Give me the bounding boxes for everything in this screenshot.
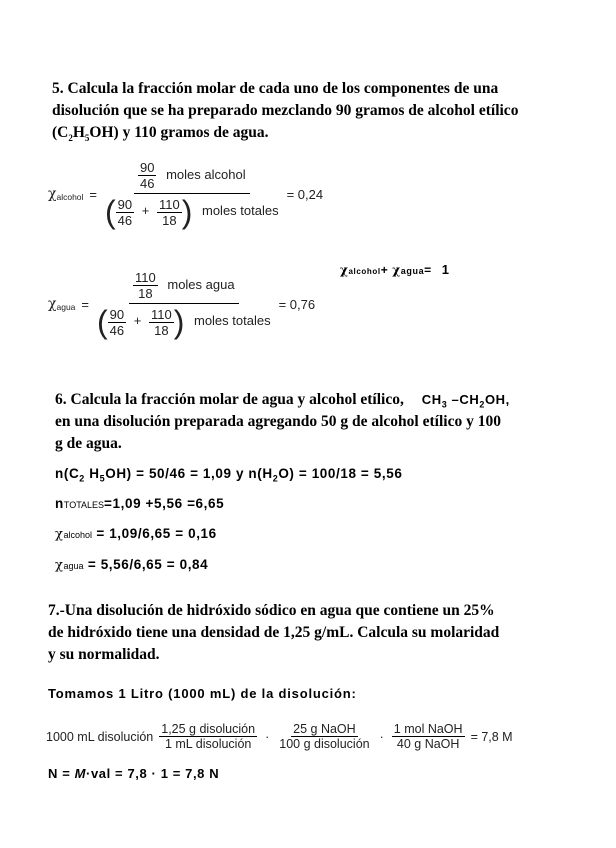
problem-6-line-2: en una disolución preparada agregando 50 g de alcohol etílico y 100	[55, 413, 501, 430]
factor-molar-mass	[392, 722, 465, 751]
text-part: H	[72, 124, 85, 141]
text-part: = 1,09/6,65 = 0,16	[92, 526, 217, 541]
chi-symbol: χ	[48, 186, 57, 202]
text-part: OH) = 50/46 = 1,09 y n(H	[105, 466, 273, 481]
plus: +	[141, 203, 150, 219]
sum-chi	[340, 262, 450, 277]
result: = 7,8 M	[470, 729, 513, 744]
label: moles totales	[202, 203, 279, 219]
num: 90	[109, 306, 125, 322]
num: 110	[135, 270, 156, 285]
start-quantity: 1000 mL disolución	[46, 729, 154, 744]
equals: =	[89, 186, 98, 202]
factor-percent	[277, 722, 371, 751]
fraction-90-46	[116, 197, 134, 228]
text-part: Tomamos 1 Litro (1000 mL) de la disolución	[48, 686, 352, 701]
chi-subscript: alcohol	[56, 192, 84, 202]
plus: +	[133, 313, 142, 329]
ethanol-formula	[421, 392, 510, 410]
problem-6-result-4	[55, 557, 208, 573]
fraction-90-46	[138, 160, 156, 191]
label: moles totales	[193, 313, 271, 329]
label: moles agua	[167, 276, 235, 292]
den: 46	[109, 322, 125, 338]
sum-value: 1	[441, 262, 450, 277]
subscript: alcohol	[63, 530, 93, 540]
equals: =	[424, 263, 432, 277]
main-fraction	[95, 270, 273, 338]
paren-close: )	[173, 304, 185, 340]
denominator	[95, 304, 273, 338]
numerator	[134, 160, 250, 194]
text-part: O) = 100/18 = 5,56	[278, 466, 403, 481]
text-part: n	[55, 496, 64, 511]
fraction-90-46	[108, 307, 126, 338]
subscript: 5	[99, 473, 106, 484]
problem-6-result-3	[55, 526, 217, 542]
problem-5-line-2: disolución que se ha preparado mezclando 90 gramos de alcohol etílico	[52, 102, 519, 119]
den: 46	[140, 176, 155, 191]
result: = 0,76	[278, 296, 316, 312]
equals: =	[81, 296, 89, 312]
subscript: agua	[63, 561, 84, 571]
subscript: alcohol	[348, 267, 381, 276]
numerator	[129, 270, 239, 304]
result: = 0,24	[286, 186, 324, 202]
num: 110	[158, 196, 180, 212]
text-part: N =	[48, 766, 75, 781]
chi-symbol: χ	[55, 527, 64, 542]
paren-close: )	[181, 194, 193, 230]
dot: ·	[265, 729, 270, 744]
normality-line	[48, 766, 219, 781]
den: 1 mL disolución	[164, 737, 252, 751]
problem-7-line-2: de hidróxido tiene una densidad de 1,25 g/mL. Calcula su molaridad	[48, 624, 500, 641]
factor-density	[159, 722, 257, 751]
main-fraction	[103, 160, 281, 228]
problem-7-line-1: 7.-Una disolución de hidróxido sódico en agua que contiene un 25%	[48, 602, 495, 619]
paren-open: (	[97, 304, 108, 340]
text-part: n(C	[55, 466, 80, 481]
text-part: :	[351, 686, 357, 701]
subscript: 2	[79, 473, 85, 484]
subscript: 2	[272, 473, 279, 484]
num: 110	[150, 306, 172, 322]
num: 1 mol NaOH	[393, 722, 463, 736]
subscript: 5	[84, 133, 90, 144]
den: 100 g disolución	[279, 737, 370, 751]
num: 25 g NaOH	[293, 722, 356, 736]
chi-symbol: χ	[340, 263, 349, 277]
problem-5-line-1: 5. Calcula la fracción molar de cada uno de los componentes de una	[52, 80, 499, 97]
problem-6-line-3: g de agua.	[55, 435, 122, 452]
text-part: CH	[421, 392, 442, 407]
num: 90	[140, 160, 155, 175]
subscript: agua	[400, 266, 425, 276]
chi-symbol: χ	[55, 558, 64, 573]
fraction-110-18	[149, 307, 174, 338]
problem-6-result-2	[55, 496, 224, 511]
den: 18	[154, 322, 169, 338]
molarity-symbol: M	[74, 766, 87, 781]
text-part: –CH	[447, 392, 480, 407]
molarity-equation	[46, 722, 513, 751]
num: 1,25 g disolución	[161, 722, 256, 736]
chi-symbol: χ	[392, 263, 401, 277]
den: 18	[162, 212, 177, 228]
subscript: 2	[68, 133, 73, 144]
text-part: OH,	[484, 392, 510, 407]
text-part: H	[84, 466, 100, 481]
fraction-110-18	[157, 197, 182, 228]
problem-5-line-3	[52, 122, 269, 149]
den: 40 g NaOH	[396, 737, 460, 751]
chi-subscript: agua	[56, 302, 76, 312]
problem-7-line-3: y su normalidad.	[48, 646, 160, 663]
den: 46	[117, 212, 133, 228]
num: 90	[117, 196, 133, 212]
plus: +	[380, 263, 393, 277]
text-part: 6. Calcula la fracción molar de agua y alcohol etílico,	[55, 391, 404, 408]
den: 18	[138, 286, 153, 301]
label: moles alcohol	[166, 166, 246, 182]
subscript: 2	[479, 399, 485, 410]
text-part: (C	[52, 124, 69, 141]
subscript: TOTALES	[63, 500, 105, 510]
text-part: = 5,56/6,65 = 0,84	[83, 557, 209, 572]
dot: ·	[379, 729, 384, 744]
equation-chi-agua	[48, 270, 315, 338]
problem-7-assumption	[48, 686, 357, 701]
text-part: ·val = 7,8 · 1 = 7,8 N	[86, 766, 220, 781]
problem-6-result-1	[55, 466, 402, 484]
text-part: =1,09 +5,56 =6,65	[104, 496, 225, 511]
fraction-110-18	[133, 270, 158, 301]
paren-open: (	[105, 194, 116, 230]
denominator	[103, 194, 281, 228]
equation-chi-alcohol	[48, 160, 323, 228]
text-part: OH) y 110 gramos de agua.	[89, 124, 269, 141]
chi-symbol: χ	[48, 296, 57, 312]
subscript: 3	[441, 399, 448, 410]
